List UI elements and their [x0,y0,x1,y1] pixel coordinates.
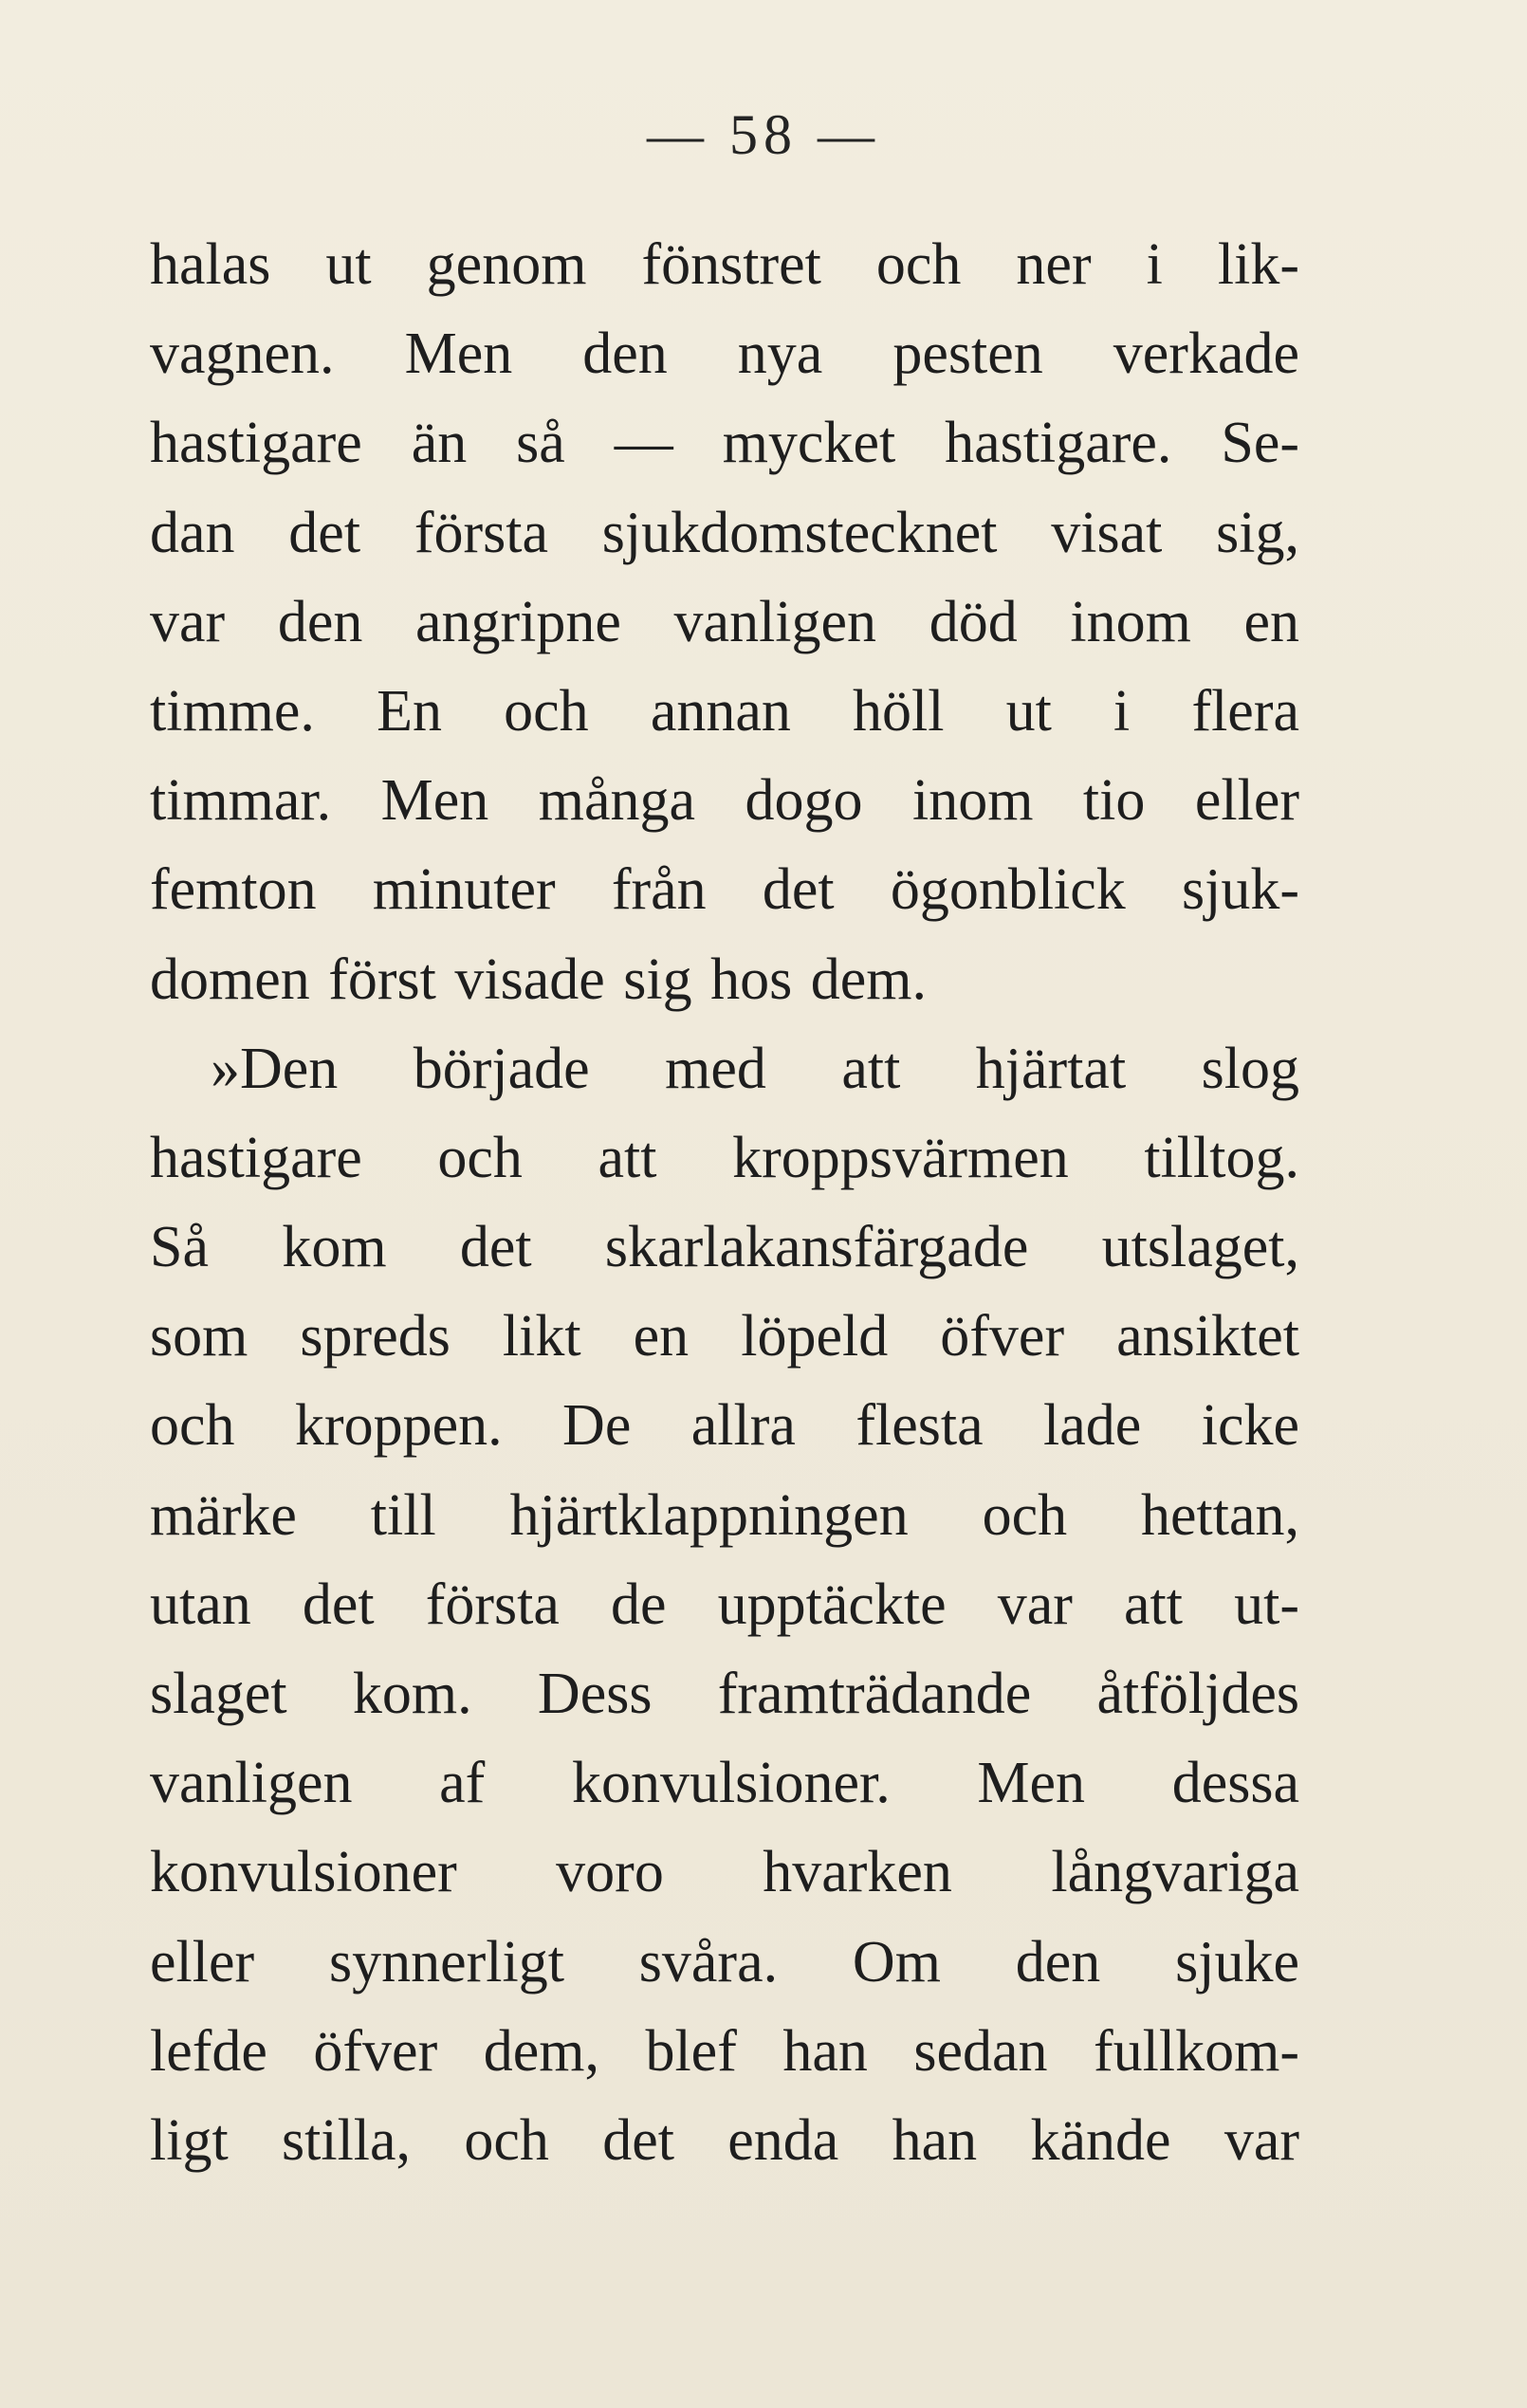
text-line: vanligen af konvulsioner. Men dessa [150,1751,1299,1816]
text-line: Så kom det skarlakansfärgade utslaget, [150,1215,1299,1280]
text-line: lefde öfver dem, blef han sedan fullkom- [150,2018,1299,2084]
body-text [150,220,1299,2185]
page-number: — 58 — [647,103,880,166]
text-line: märke till hjärtklappningen och hettan, [150,1482,1299,1548]
text-line: timmar. Men många dogo inom tio eller [150,768,1299,834]
text-line: var den angripne vanligen död inom en [150,589,1299,654]
text-line: utan det första de upptäckte var att ut- [150,1572,1299,1637]
text-line: femton minuter från det ögonblick sjuk- [150,857,1299,923]
text-line: domen först visade sig hos dem. [150,947,928,1012]
text-line: dan det första sjukdomstecknet visat sig, [150,500,1299,565]
text-line: konvulsioner voro hvarken långvariga [150,1840,1299,1905]
text-line: ligt stilla, och det enda han kände var [150,2107,1299,2173]
text-line: halas ut genom fönstret och ner i lik- [150,232,1299,297]
text-line: eller synnerligt svåra. Om den sjuke [150,1929,1299,1994]
text-line: hastigare och att kroppsvärmen tilltog. [150,1125,1299,1190]
text-line: hastigare än så — mycket hastigare. Se- [150,411,1299,476]
text-line: och kroppen. De allra flesta lade icke [150,1393,1299,1459]
text-line-paragraph-start: »Den började med att hjärtat slog [211,1036,1299,1101]
text-line: timme. En och annan höll ut i flera [150,678,1299,744]
text-line: vagnen. Men den nya pesten verkade [150,322,1299,387]
text-line: slaget kom. Dess framträdande åtföljdes [150,1662,1299,1726]
text-line: som spreds likt en löpeld öfver ansiktet [150,1304,1299,1369]
